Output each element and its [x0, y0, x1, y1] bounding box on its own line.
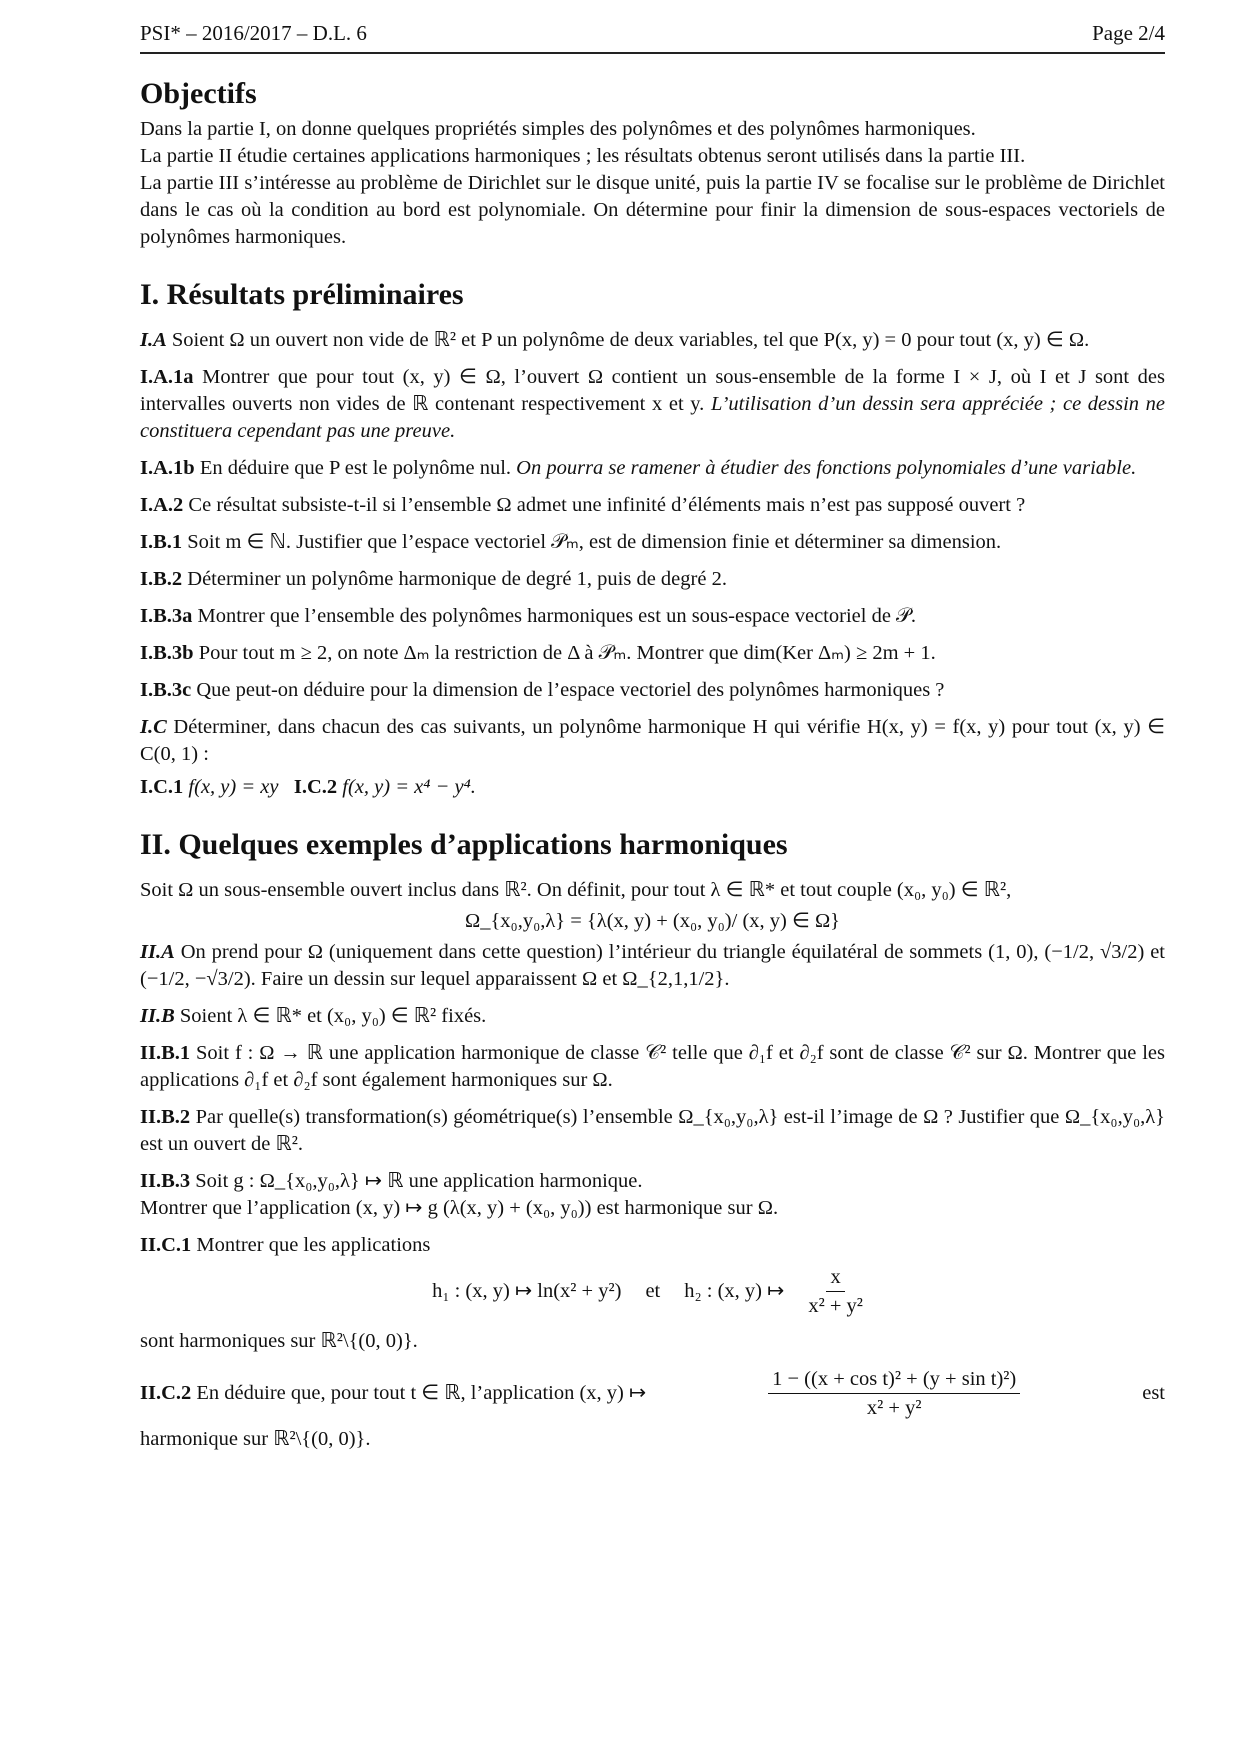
question-hint: L’utilisation d’un dessin sera appréciée ; ce dessin ne constituera cependant pas une preuve.: [140, 393, 1166, 442]
objectifs-paragraph-2: La partie II étudie certaines applications harmoniques ; les résultats obtenus seront utilisés dans la partie III.: [140, 145, 1026, 167]
question-IA2: [140, 492, 1165, 519]
question-IB2: [140, 566, 1165, 593]
h2-denominator: x² + y²: [808, 1295, 863, 1317]
question-IIB3: [140, 1168, 1165, 1222]
question-IB1: [140, 529, 1165, 556]
h-functions-equation: [140, 1263, 1165, 1320]
question-label: I.C.2: [293, 776, 338, 798]
question-label: I.A.2: [140, 494, 184, 516]
question-IA: [140, 327, 1165, 354]
question-text: Soit m ∈ ℕ. Justifier que l’espace vectoriel 𝒫ₘ, est de dimension finie et déterminer sa dimension.: [187, 531, 1002, 553]
document-body: [140, 72, 1165, 1463]
question-IIB1: [140, 1040, 1165, 1094]
part2-title: II. Quelques exemples d’applications harmoniques: [140, 828, 788, 861]
question-text: En déduire que, pour tout t ∈ ℝ, l’application (x, y) ↦: [196, 1382, 647, 1404]
question-IC-cases: [140, 774, 1165, 801]
h2-fraction: [804, 1263, 867, 1320]
question-text: Montrer que l’ensemble des polynômes harmoniques est un sous-espace vectoriel de 𝒫.: [197, 605, 916, 627]
question-label: I.B.1: [140, 531, 183, 553]
page-header: [140, 18, 1165, 48]
question-text: On prend pour Ω (uniquement dans cette question) l’intérieur du triangle équilatéral de sommets (1, 0), (−1/2, √3/2) et (−1/2, −√3/2). Faire un dessin sur lequel apparaissent Ω et Ω_{2,1,1/2}.: [140, 941, 1165, 990]
question-label: I.B.3b: [140, 642, 194, 664]
question-label: II.B.2: [140, 1106, 191, 1128]
question-label: I.C.1: [140, 776, 184, 798]
question-label: II.A: [140, 941, 175, 963]
objectifs-paragraph-3: La partie III s’intéresse au problème de Dirichlet sur le disque unité, puis la partie IV se focalise sur le problème de Dirichlet dans le cas où la condition au bord est polynomiale. On détermine pour finir la dimension de sous-espaces vectoriels de polynômes harmoniques.: [140, 172, 1165, 248]
question-IIC1-conclusion: sont harmoniques sur ℝ²\{(0, 0)}.: [140, 1330, 418, 1352]
IIC2-numerator: 1 − ((x + cos t)² + (y + sin t)²): [768, 1365, 1020, 1394]
question-IB3a: [140, 603, 1165, 630]
question-label: II.C.2: [140, 1382, 192, 1404]
objectifs-paragraph-1: Dans la partie I, on donne quelques propriétés simples des polynômes et des polynômes harmoniques.: [140, 118, 976, 140]
IIC2-fraction: [768, 1365, 1020, 1422]
header-rule: [140, 52, 1165, 54]
question-IIB2: [140, 1104, 1165, 1158]
question-IB3b: [140, 640, 1165, 667]
header-course: PSI* – 2016/2017 – D.L. 6: [140, 21, 367, 45]
question-IIC2: [140, 1365, 1165, 1422]
question-IIA: [140, 939, 1165, 993]
question-text: f(x, y) = xy: [188, 776, 279, 798]
question-text: Montrer que les applications: [196, 1234, 431, 1256]
section-part-2: [140, 823, 1165, 1453]
h1-definition: h₁ : (x, y) ↦ ln(x² + y²): [432, 1280, 622, 1302]
question-hint: On pourra se ramener à étudier des fonctions polynomiales d’une variable.: [516, 457, 1137, 479]
section-part-1: [140, 273, 1165, 801]
question-text: f(x, y) = x⁴ − y⁴.: [342, 776, 476, 798]
question-IA1a: [140, 364, 1165, 445]
question-label: I.A: [140, 329, 167, 351]
question-text: Déterminer, dans chacun des cas suivants, un polynôme harmonique H qui vérifie H(x, y) = f(x, y) pour tout (x, y) ∈ C(0, 1) :: [140, 716, 1166, 765]
question-text: Par quelle(s) transformation(s) géométrique(s) l’ensemble Ω_{x₀,y₀,λ} est-il l’image de Ω ? Justifier que Ω_{x₀,y₀,λ} est un ouvert de ℝ².: [140, 1106, 1165, 1155]
h2-definition: h₂ : (x, y) ↦: [684, 1280, 785, 1302]
section-objectifs: [140, 72, 1165, 251]
question-text: Soient λ ∈ ℝ* et (x₀, y₀) ∈ ℝ² fixés.: [179, 1005, 487, 1027]
part1-title: I. Résultats préliminaires: [140, 278, 464, 311]
question-label: II.C.1: [140, 1234, 192, 1256]
question-text: Soit g : Ω_{x₀,y₀,λ} ↦ ℝ une application harmonique.: [195, 1170, 643, 1192]
question-text: Soit f : Ω → ℝ une application harmonique de classe 𝒞² telle que ∂₁f et ∂₂f sont de classe 𝒞² sur Ω. Montrer que les applications ∂₁f et ∂₂f sont également harmoniques sur Ω.: [140, 1042, 1166, 1091]
question-text: Pour tout m ≥ 2, on note Δₘ la restriction de Δ à 𝒫ₘ. Montrer que dim(Ker Δₘ) ≥ 2m + 1.: [198, 642, 936, 664]
question-label: I.A.1a: [140, 366, 194, 388]
question-IB3c: [140, 677, 1165, 704]
conjunction-et: et: [645, 1280, 661, 1302]
question-label: II.B.1: [140, 1042, 191, 1064]
question-text: Que peut-on déduire pour la dimension de l’espace vectoriel des polynômes harmoniques ?: [196, 679, 945, 701]
question-IA1b: [140, 455, 1165, 482]
IIC2-denominator: x² + y²: [866, 1397, 922, 1419]
question-label: I.B.2: [140, 568, 183, 590]
question-label: I.C: [140, 716, 167, 738]
question-label: II.B: [140, 1005, 175, 1027]
h2-numerator: x: [826, 1263, 844, 1292]
question-IIC2-conclusion: harmonique sur ℝ²\{(0, 0)}.: [140, 1428, 371, 1450]
objectifs-title: Objectifs: [140, 77, 257, 110]
question-text: En déduire que P est le polynôme nul.: [199, 457, 512, 479]
question-label: I.B.3c: [140, 679, 192, 701]
header-page-number: Page 2/4: [1092, 21, 1165, 45]
part2-intro: Soit Ω un sous-ensemble ouvert inclus dans ℝ². On définit, pour tout λ ∈ ℝ* et tout couple (x₀, y₀) ∈ ℝ²,: [140, 879, 1012, 901]
question-IC: [140, 714, 1165, 768]
definition-equation: Ω_{x₀,y₀,λ} = {λ(x, y) + (x₀, y₀)/ (x, y) ∈ Ω}: [464, 910, 841, 932]
question-label: II.B.3: [140, 1170, 191, 1192]
question-IIB: [140, 1003, 1165, 1030]
question-label: I.B.3a: [140, 605, 193, 627]
question-text: Soient Ω un ouvert non vide de ℝ² et P un polynôme de deux variables, tel que P(x, y) = 0 pour tout (x, y) ∈ Ω.: [171, 329, 1090, 351]
IIC2-est: est: [1142, 1382, 1165, 1404]
question-text: Ce résultat subsiste-t-il si l’ensemble Ω admet une infinité d’éléments mais n’est pas supposé ouvert ?: [188, 494, 1026, 516]
question-IIC1: [140, 1232, 1165, 1259]
question-text: Déterminer un polynôme harmonique de degré 1, puis de degré 2.: [187, 568, 727, 590]
question-text: Montrer que pour tout (x, y) ∈ Ω, l’ouvert Ω contient un sous-ensemble de la forme I × J, où I et J sont des intervalles ouverts non vides de ℝ contenant respectivement x et y.: [140, 366, 1166, 415]
question-text-continued: Montrer que l’application (x, y) ↦ g (λ(x, y) + (x₀, y₀)) est harmonique sur Ω.: [140, 1197, 779, 1219]
question-label: I.A.1b: [140, 457, 195, 479]
